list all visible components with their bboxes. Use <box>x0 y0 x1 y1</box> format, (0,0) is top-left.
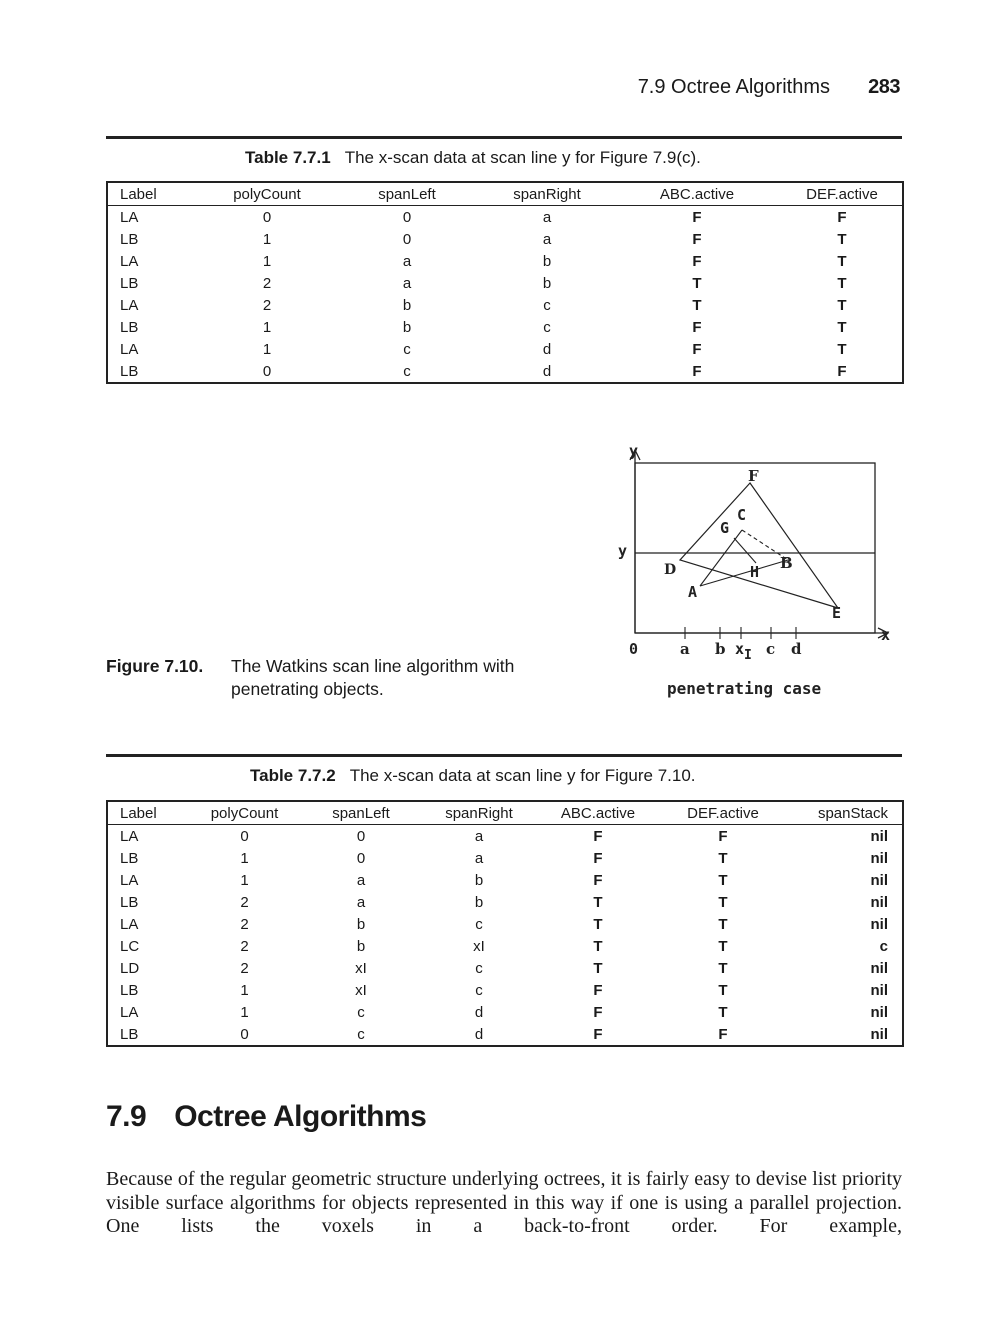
table-cell: T <box>718 893 728 911</box>
table-cell: 2 <box>240 937 249 955</box>
table1-body <box>107 206 903 384</box>
table-cell: a <box>542 230 552 248</box>
table1-caption <box>245 148 701 168</box>
table-cell: LA <box>120 827 139 845</box>
body-paragraph: Because of the regular geometric structure underlying octrees, it is fairly easy to devise list priority visible surface algorithms for objects represented in this way if one is using a parallel projection. One lists the voxels in a back-to-front order. For example, <box>106 1168 902 1237</box>
table-cell: LA <box>120 252 139 270</box>
penetration-line <box>734 538 756 563</box>
table-cell: LB <box>120 893 139 911</box>
table-cell: F <box>593 849 603 867</box>
table1-col-header: polyCount <box>202 182 332 206</box>
table-cell: c <box>357 1003 365 1021</box>
label-vertex-d: D <box>664 562 677 578</box>
table-cell: 2 <box>262 296 272 314</box>
table-cell: F <box>837 208 847 226</box>
table-cell: nil <box>870 827 888 845</box>
table-row <box>107 250 903 272</box>
edge-ab <box>700 560 788 586</box>
label-vertex-a: A <box>688 583 698 601</box>
label-origin: 0 <box>629 640 639 658</box>
table-row <box>107 1023 903 1046</box>
table-row <box>107 1001 903 1023</box>
table-cell: 2 <box>240 959 249 977</box>
table-row <box>107 891 903 913</box>
table-cell: d <box>474 1025 484 1043</box>
table-cell: LA <box>120 915 139 933</box>
table1-number: Table 7.7.1 <box>245 148 331 167</box>
table-cell: a <box>474 849 484 867</box>
table-cell: a <box>542 208 552 226</box>
table-cell: a <box>402 252 412 270</box>
table-cell: T <box>837 296 847 314</box>
table-cell: T <box>593 915 603 933</box>
label-tick-xi-sub: I <box>744 648 752 663</box>
table2-col-header: Label <box>107 801 187 825</box>
table-cell: b <box>474 893 484 911</box>
figure-svg <box>600 438 910 710</box>
table-cell: nil <box>870 849 888 867</box>
table-row <box>107 294 903 316</box>
table-cell: LB <box>120 362 139 380</box>
table-cell: 0 <box>262 208 272 226</box>
label-vertex-h: H <box>750 563 760 581</box>
table-cell: 1 <box>262 252 272 270</box>
table-cell: LA <box>120 1003 139 1021</box>
table-cell: b <box>356 937 366 955</box>
figure-caption <box>106 655 514 701</box>
table2-col-header: spanStack <box>788 801 903 825</box>
table-cell: F <box>593 871 603 889</box>
table-row <box>107 338 903 360</box>
table-cell: 2 <box>240 915 249 933</box>
table-cell: T <box>837 318 847 336</box>
section-number: 7.9 <box>106 1100 147 1133</box>
table1-col-header: Label <box>107 182 202 206</box>
section-title: Octree Algorithms <box>174 1100 427 1133</box>
table1 <box>106 181 904 384</box>
table-cell: 0 <box>402 208 412 226</box>
table-cell: T <box>718 871 728 889</box>
table-cell: F <box>837 362 847 380</box>
table-row <box>107 913 903 935</box>
table-cell: T <box>837 340 847 358</box>
table-row <box>107 935 903 957</box>
table-cell: xI <box>355 981 367 999</box>
table-cell: F <box>718 1025 728 1043</box>
figure-subtitle: penetrating case <box>667 679 822 698</box>
table-cell: LB <box>120 1025 139 1043</box>
table-cell: 1 <box>262 230 272 248</box>
table-row <box>107 825 903 848</box>
figure-caption-line2: penetrating objects. <box>231 679 384 699</box>
table-cell: c <box>475 915 483 933</box>
table-cell: T <box>837 274 847 292</box>
table-cell: 1 <box>240 849 249 867</box>
table-cell: 0 <box>402 230 412 248</box>
table-cell: a <box>402 274 412 292</box>
table-row <box>107 869 903 891</box>
table-cell: F <box>718 827 728 845</box>
figure-diagram <box>600 438 910 710</box>
table-cell: F <box>593 1003 603 1021</box>
table-cell: F <box>593 827 603 845</box>
label-tick-b: b <box>715 640 726 658</box>
table-cell: F <box>692 230 702 248</box>
table-cell: T <box>837 230 847 248</box>
label-tick-xi-main: x <box>735 640 745 658</box>
table1-col-header: spanRight <box>482 182 612 206</box>
table-cell: T <box>718 937 728 955</box>
table-cell: b <box>402 318 412 336</box>
table-cell: LB <box>120 318 139 336</box>
table-cell: 0 <box>240 827 249 845</box>
table2-title: The x-scan data at scan line y for Figure 7.10. <box>349 766 696 785</box>
running-header <box>560 76 902 102</box>
table-cell: 2 <box>240 893 249 911</box>
table2-col-header: polyCount <box>187 801 302 825</box>
table-cell: 0 <box>356 827 366 845</box>
table-cell: c <box>357 1025 365 1043</box>
table-cell: d <box>474 1003 484 1021</box>
table-cell: LA <box>120 340 139 358</box>
table2-col-header: spanRight <box>420 801 538 825</box>
running-header-section: 7.9 Octree Algorithms <box>637 76 830 98</box>
table-cell: nil <box>870 981 888 999</box>
label-scan-y: y <box>618 542 628 560</box>
table-row <box>107 847 903 869</box>
table-cell: 0 <box>356 849 366 867</box>
table-cell: c <box>543 296 551 314</box>
label-vertex-e: E <box>832 604 842 622</box>
table-cell: T <box>718 981 728 999</box>
table-cell: c <box>475 959 483 977</box>
table-cell: d <box>542 340 552 358</box>
table-cell: 0 <box>262 362 272 380</box>
table-cell: T <box>718 915 728 933</box>
table-cell: 1 <box>240 871 249 889</box>
label-tick-xi <box>735 640 752 663</box>
table-cell: b <box>402 296 412 314</box>
table-cell: c <box>403 362 411 380</box>
table-cell: LA <box>120 871 139 889</box>
table-cell: F <box>692 362 702 380</box>
table-cell: c <box>543 318 551 336</box>
table-cell: b <box>542 274 552 292</box>
label-tick-a: a <box>680 640 690 658</box>
figure-caption-line1: The Watkins scan line algorithm with <box>231 656 515 676</box>
table-cell: F <box>593 1025 603 1043</box>
table2-top-rule <box>106 754 902 757</box>
table-cell: T <box>692 296 702 314</box>
table2-body <box>107 825 903 1047</box>
label-x-axis: x <box>881 626 891 644</box>
figure-number: Figure 7.10. <box>106 656 204 676</box>
table-cell: nil <box>870 1025 888 1043</box>
table-cell: a <box>356 893 366 911</box>
table-cell: T <box>593 959 603 977</box>
table-row <box>107 228 903 250</box>
table-cell: 1 <box>240 981 249 999</box>
table-cell: xI <box>473 937 485 955</box>
table-cell: 1 <box>262 318 272 336</box>
table2-col-header: spanLeft <box>302 801 420 825</box>
table1-header-row <box>107 182 903 206</box>
table-cell: F <box>593 981 603 999</box>
table-cell: 1 <box>262 340 272 358</box>
table1-title: The x-scan data at scan line y for Figure 7.9(c). <box>344 148 701 167</box>
table-row <box>107 206 903 229</box>
page-number: 283 <box>868 76 900 98</box>
table-cell: b <box>474 871 484 889</box>
table-cell: LC <box>120 937 140 955</box>
table-cell: T <box>593 893 603 911</box>
table-cell: T <box>718 849 728 867</box>
section-heading <box>106 1100 426 1134</box>
table-cell: T <box>837 252 847 270</box>
table2-col-header: DEF.active <box>658 801 788 825</box>
table-cell: LB <box>120 981 139 999</box>
table-cell: c <box>879 937 888 955</box>
label-tick-d: d <box>791 640 802 658</box>
table-cell: T <box>593 937 603 955</box>
table1-col-header: ABC.active <box>612 182 782 206</box>
table-cell: nil <box>870 871 888 889</box>
label-y-axis: y <box>629 442 639 460</box>
label-vertex-g: G <box>720 519 730 537</box>
table-row <box>107 979 903 1001</box>
table-cell: T <box>718 959 728 977</box>
label-vertex-f: F <box>748 467 759 485</box>
table-cell: c <box>403 340 411 358</box>
label-vertex-b: B <box>780 554 793 572</box>
label-vertex-c: C <box>737 506 747 524</box>
triangle-def <box>680 483 838 608</box>
table-cell: nil <box>870 915 888 933</box>
table1-col-header: spanLeft <box>332 182 482 206</box>
table-cell: nil <box>870 893 888 911</box>
table2-header-row <box>107 801 903 825</box>
table-cell: LB <box>120 849 139 867</box>
edge-ca <box>700 530 742 586</box>
table-cell: a <box>356 871 366 889</box>
table-row <box>107 957 903 979</box>
figure-caption-text <box>231 655 514 701</box>
table-cell: LA <box>120 296 139 314</box>
table1-top-rule <box>106 136 902 139</box>
table-cell: F <box>692 340 702 358</box>
table-cell: 1 <box>240 1003 249 1021</box>
table-cell: F <box>692 252 702 270</box>
table-row <box>107 360 903 383</box>
table2 <box>106 800 904 1047</box>
table2-number: Table 7.7.2 <box>250 766 336 785</box>
table-cell: a <box>474 827 484 845</box>
table-cell: nil <box>870 1003 888 1021</box>
table-cell: b <box>542 252 552 270</box>
table-cell: nil <box>870 959 888 977</box>
table-cell: LB <box>120 230 139 248</box>
table-cell: 2 <box>262 274 272 292</box>
table-row <box>107 316 903 338</box>
table-cell: F <box>692 318 702 336</box>
table1-col-header: DEF.active <box>782 182 903 206</box>
table-cell: LB <box>120 274 139 292</box>
table2-col-header: ABC.active <box>538 801 658 825</box>
table-cell: b <box>356 915 366 933</box>
label-tick-c: c <box>766 640 776 658</box>
table-cell: LD <box>120 959 140 977</box>
table-cell: c <box>475 981 483 999</box>
table-cell: T <box>692 274 702 292</box>
table-cell: LA <box>120 208 139 226</box>
table-cell: d <box>542 362 552 380</box>
table-row <box>107 272 903 294</box>
table2-caption <box>250 766 696 786</box>
table-cell: T <box>718 1003 728 1021</box>
table-cell: xI <box>355 959 367 977</box>
table-cell: F <box>692 208 702 226</box>
table-cell: 0 <box>240 1025 249 1043</box>
